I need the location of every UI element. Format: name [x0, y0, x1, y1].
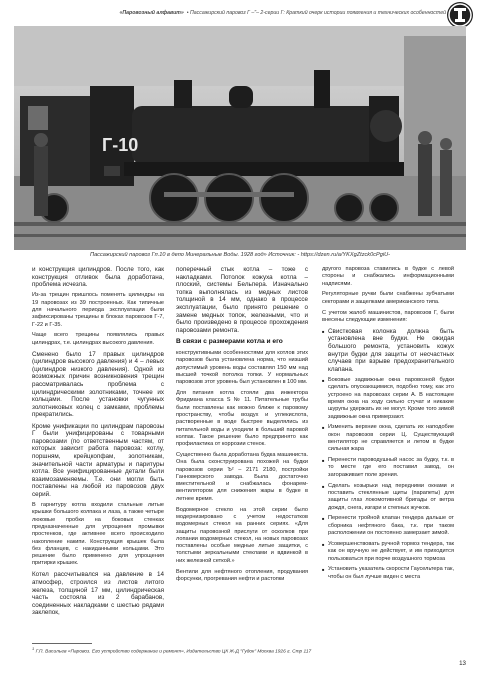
- paragraph: поперечный стык котла – тоже с накладками. Потолок кожуха котла – плоский, системы Бельпера. Изначально топка выполнялась из медных листов толщиной в 14 мм, однако в процессе эксплуатации, было принято решение о замене медных топок, железными, что и было произведено в процессе прохождения паровозами ремонта.: [176, 266, 308, 334]
- paragraph: конструктивными особенностями для котлов этих паровозов была установлена норма, что низший допустимый уровень воды составлял 150 мм над высшей точкой потолка топки. У нормальных паровозов этот уровень был установлен в 100 мм.: [176, 349, 308, 386]
- paragraph: Кроме унификации по цилиндрам паровозы Г были унифицированы с товарными паровозами (по ответственным частям, от которых зависит работа паровоза: котлу, поршням, крейцкопфам, золотникам, значительной части арматуры и паритуры котла. Все унифицированные детали были взаимозаменяемы. Т.е. они могли быть поставлены на любой из паровозов двух серий.: [32, 422, 164, 498]
- page-number: 13: [459, 660, 466, 667]
- paragraph: В гарнитуру котла входили стальные литые крышки большого колпака и лаза, а также четыре люковые пробки на боковых стенках предназначенные для упрощения промывки простенков, где активнее всего происходило накопление накипи. Конструкция крышек была без фланцев, с накиданными кольцами. Это решение было применено для упрощения притирки крышек.: [32, 502, 164, 567]
- paragraph: Вентили для нефтяного отопления, продувания форсунки, прогревания нефти и растопки: [176, 568, 308, 582]
- paragraph: Существенно была доработана будка машиниста. Она была сконструирована похожей на будки паровозов серии Ъ² – 2171 2180, постройки Ганноверского завода. Была достаточно вместительной и снабжалась фонарем-вентилятором для снижения жары в будке в летнее время.: [176, 451, 308, 502]
- paragraph: и конструкция цилиндров. После того, как конструкция отливок была доработана, проблема исчезла.: [32, 266, 164, 289]
- footnote-mark: 1: [32, 646, 35, 651]
- paragraph: Водомерное стекло на этой серии было модернизировано с учетом недостатков водомерных стекол на ранних сериях. «Для защиты паровозной прислуги от осколков при лопании водомерных стекол, на новых паровозах поставлены особые медные литые защитки, с толстыми зеркальными стеклами и вдвинкой в них железной сеткой.»: [176, 506, 308, 564]
- changes-list: [322, 328, 454, 581]
- series-title: «Паровозный алфавит»: [119, 10, 184, 16]
- list-item: ■ Свистковая колонка должна быть установлена вне будки. Не ожидая большого ремонта, установить кожух внутри будки для защиты от несчастных случаев при взрыве предохранительного клапана.: [322, 328, 454, 374]
- paragraph: Котел рассчитывался на давление в 14 атмосфер, строился из листов литого железа, толщиной 17 мм, цилиндрическая часть состояла из 2 барабанов, соединенных накладками с шестью рядами заклепок,: [32, 571, 164, 617]
- paragraph: Из-за трещин пришлось поменять цилиндры на 19 паровозах из 39 построенных. Как типичные для начального периода эксплуатации были зафиксированы трещины в блоках паровозов Г-7, Г-22 и Г-35.: [32, 292, 164, 328]
- list-item: ■ Усовершенствовать ручной тормоз тендера, так как он вручную не действует, и им приходится пользоваться при порче воздушного тормоза: [322, 541, 454, 563]
- paragraph: С учетом жалоб машинистов, паровозов Г, были внесены следующие изменения:: [322, 309, 454, 323]
- logo-glyph-icon: [447, 2, 473, 28]
- text-column-3: [322, 266, 454, 638]
- paragraph: Регуляторные ручки были снабжены зубчатыми секторами и защелками американского типа.: [322, 291, 454, 305]
- paragraph: Сменено было 17 правых цилиндров (цилиндров высокого давления) и 4 – левых (цилиндров низкого давления). Одной из возможных причин возникновения трещин рассматривалась проблема с цилиндрическими золотниками, точнее их кольцами. После установки чугунных золотниковых колец с замками, проблемы прекратились.: [32, 350, 164, 419]
- locomotive-photo: [14, 26, 466, 250]
- text-column-2: [176, 266, 308, 638]
- text-column-1: [32, 266, 164, 638]
- list-item: ■ Установить указатель скорости Гаусельтера так, чтобы он был лучше виден с места: [322, 566, 454, 581]
- list-item: ■ Боковые задвижные окна паровозной будки сделать опускающимися, подобно тому, как это устроено на паровозах серии А. В настоящее время окна на ходу сильно стучат и никакие шурупы удержать их не могут. Кроме того зимой задвижные окна примерзают.: [322, 377, 454, 421]
- footnote-divider: [32, 643, 92, 644]
- list-item: ■ Перенести пароводушный насос за будку, т.к. в то месте где его поставил завод, он загораживает поле зрения.: [322, 457, 454, 479]
- list-item: ■ Перенести тройной клапан тендера дальше от сборника нефтяного бака, т.к. при таком расположении он постоянно замерзает зимой.: [322, 515, 454, 537]
- list-item: ■ Изменить верхние окна, сделать их наподобие окон паровозов серии Ц. Существующий вентилятор не справляется и летом в будке сильная жара: [322, 424, 454, 453]
- paragraph: Чаще всего трещины появлялись правых цилиндрах, т.е. цилиндрах высокого давления.: [32, 332, 164, 346]
- photo-caption: Пассажирский паровоз Гп.10 в депо Минеральные Воды. 1928 год» Источник: - https://dzen.ru/a/YKXgZtzck0cPgiU-: [90, 252, 390, 258]
- footnote-text: Г.П. Васильев «Паровоз. Его устройство содержание и ремонт», Издательство ЦК Ж-Д "Гудок" Москва 1926 г. Стр 117: [35, 649, 312, 654]
- publisher-logo-icon: [447, 2, 473, 28]
- header-text: • Пассажирский паровоз Г –"– 2-серии Г: Краткий очерк истории появления и технических особенностей: [186, 10, 446, 16]
- running-header: [14, 4, 446, 22]
- section-heading: В связи с размерами котла и его: [176, 337, 283, 345]
- footnote: [32, 646, 412, 654]
- loco-number-plate: Г-10: [102, 135, 139, 155]
- list-item: ■ Сделать козырьки над передними окнами и поставить стеклянные щиты (парапеты) для защиты глаз локомотивной бригады от ветра дождя, снега, изгари и степных жучков.: [322, 483, 454, 512]
- paragraph: другого паровоза ставились в будке с левой стороны и снабжались информационными надписями.: [322, 266, 454, 287]
- paragraph: Для питания котла стояли два инжектора Фридмана класса S № 11. Питательные трубы были поставлены как можно ближе к паровому пространству, чтобы воздух и углекислота, растворенные в воде быстрее выделялись из питательной воды и уходили в больший паровой колпак. Такое решение было предпринято как профилактика от коррозии стенок.: [176, 390, 308, 448]
